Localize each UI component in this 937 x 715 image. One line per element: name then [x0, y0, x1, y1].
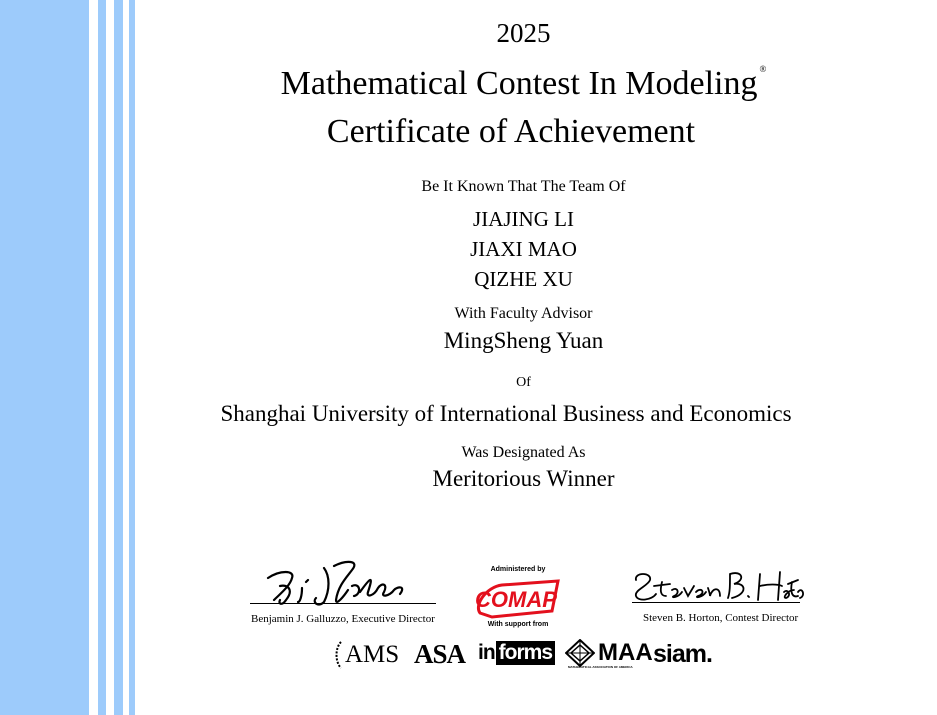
informs-logo — [478, 641, 555, 665]
maa-diamond-icon — [565, 639, 595, 667]
team-member: JIAJING LI — [473, 207, 574, 231]
administered-by-label: Administered by — [490, 566, 546, 573]
support-from-label: With support from — [487, 621, 549, 628]
contest-title-text: Mathematical Contest In Modeling — [280, 65, 758, 102]
maa-logo — [565, 639, 653, 667]
advisor-name: MingSheng Yuan — [443, 328, 604, 353]
designation-label: Was Designated As — [461, 444, 586, 461]
maa-subtitle: MATHEMATICAL ASSOCIATION OF AMERICA — [568, 665, 633, 669]
award-name: Meritorious Winner — [432, 466, 615, 491]
advisor-label: With Faculty Advisor — [454, 305, 593, 322]
certificate-subtitle: Certificate of Achievement — [326, 113, 696, 150]
team-member: JIAXI MAO — [470, 237, 577, 261]
border-stripe — [98, 0, 106, 715]
contest-title — [110, 64, 937, 103]
registered-mark: ® — [759, 64, 767, 74]
institution-name: Shanghai University of International Business and Economics — [220, 401, 792, 426]
ams-logo — [333, 640, 399, 670]
ams-mark-icon — [333, 640, 343, 670]
comap-logo-text: COMAP — [475, 587, 557, 612]
informs-prefix: in — [478, 641, 495, 664]
contest-director-caption: Steven B. Horton, Contest Director — [643, 612, 799, 624]
asa-logo: ASA — [414, 639, 466, 669]
team-member: QIZHE XU — [474, 267, 573, 291]
executive-director-signature — [250, 556, 440, 608]
informs-box: forms — [496, 641, 555, 665]
border-stripe — [129, 0, 135, 715]
maa-logo-text: MAA — [598, 639, 653, 666]
comap-logo — [472, 575, 562, 619]
signature-line — [250, 603, 436, 604]
siam-logo: siam. — [653, 640, 712, 668]
ams-logo-text: AMS — [345, 641, 400, 668]
contest-director-signature — [630, 566, 805, 606]
executive-director-caption: Benjamin J. Galluzzo, Executive Director — [251, 613, 435, 625]
border-stripe-wide — [0, 0, 89, 715]
intro-text: Be It Known That The Team Of — [421, 178, 626, 195]
of-label: Of — [516, 375, 531, 390]
certificate-year: 2025 — [496, 18, 551, 48]
border-stripe — [114, 0, 123, 715]
signature-line — [632, 602, 800, 603]
